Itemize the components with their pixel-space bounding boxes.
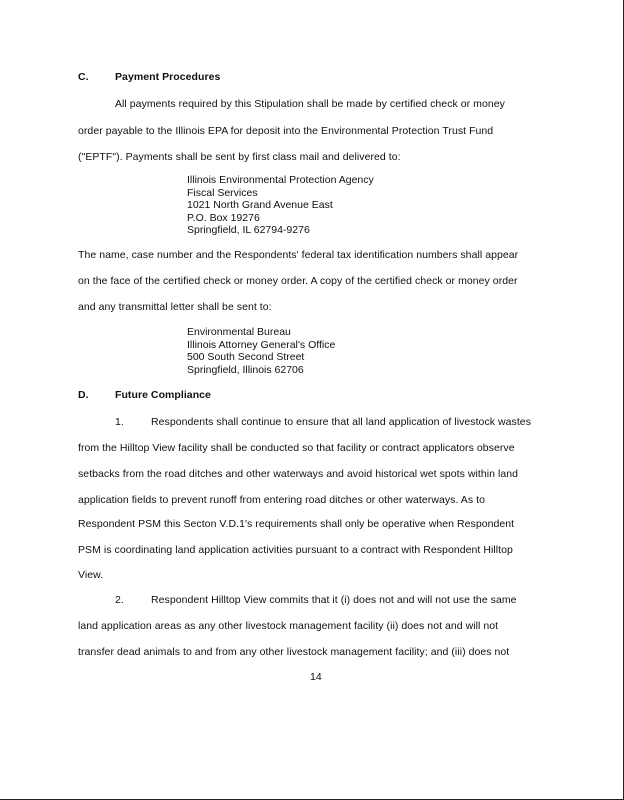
- address-line: P.O. Box 19276: [187, 211, 260, 224]
- item-1-line: setbacks from the road ditches and other waterways and avoid historical wet spots within land: [78, 468, 519, 480]
- section-c-line-1: All payments required by this Stipulation shall be made by certified check or money: [115, 98, 505, 110]
- section-c-line-2: order payable to the Illinois EPA for deposit into the Environmental Protection Trust Fund: [78, 125, 494, 137]
- section-c-line-4: The name, case number and the Respondents' federal tax identification numbers shall appear: [78, 249, 519, 261]
- item-1-line: application fields to prevent runoff from entering road ditches or other waterways. As to: [78, 494, 485, 506]
- address-line: Fiscal Services: [187, 186, 258, 199]
- page-number: 14: [310, 671, 322, 683]
- section-d-label: D.: [78, 389, 89, 401]
- item-2-number: 2.: [115, 594, 124, 606]
- copy-address: [187, 326, 335, 376]
- payment-address: [187, 174, 374, 237]
- item-1-line: from the Hilltop View facility shall be conducted so that facility or contract applicators observe: [78, 442, 515, 454]
- address-line: 500 South Second Street: [187, 351, 305, 364]
- item-1-number: 1.: [115, 416, 124, 428]
- section-c-title: Payment Procedures: [115, 71, 221, 83]
- section-c-line-5: on the face of the certified check or money order. A copy of the certified check or money order: [78, 275, 518, 287]
- address-line: Illinois Environmental Protection Agency: [187, 174, 374, 186]
- address-line: Springfield, IL 62794-9276: [187, 224, 310, 237]
- section-d-title: Future Compliance: [115, 389, 211, 401]
- item-2-line: Respondent Hilltop View commits that it (i) does not and will not use the same: [151, 594, 517, 606]
- section-c-label: C.: [78, 71, 89, 83]
- address-line: Illinois Attorney General's Office: [187, 338, 336, 351]
- item-2-line: land application areas as any other livestock management facility (ii) does not and will not: [78, 620, 499, 632]
- item-2-line: transfer dead animals to and from any other livestock management facility; and (iii) does not: [78, 646, 510, 658]
- address-line: 1021 North Grand Avenue East: [187, 199, 333, 212]
- address-line: Springfield, Illinois 62706: [187, 363, 304, 376]
- section-c-line-3: ("EPTF"). Payments shall be sent by first class mail and delivered to:: [78, 151, 401, 163]
- item-1-line: View.: [78, 569, 104, 581]
- item-1-line: Respondents shall continue to ensure that all land application of livestock wastes: [151, 416, 531, 428]
- address-line: Environmental Bureau: [187, 326, 291, 338]
- section-c-line-6: and any transmittal letter shall be sent to:: [78, 301, 272, 313]
- item-1-line: PSM is coordinating land application activities pursuant to a contract with Respondent Hilltop: [78, 544, 513, 556]
- item-1-line: Respondent PSM this Secton V.D.1's requirements shall only be operative when Respondent: [78, 518, 515, 530]
